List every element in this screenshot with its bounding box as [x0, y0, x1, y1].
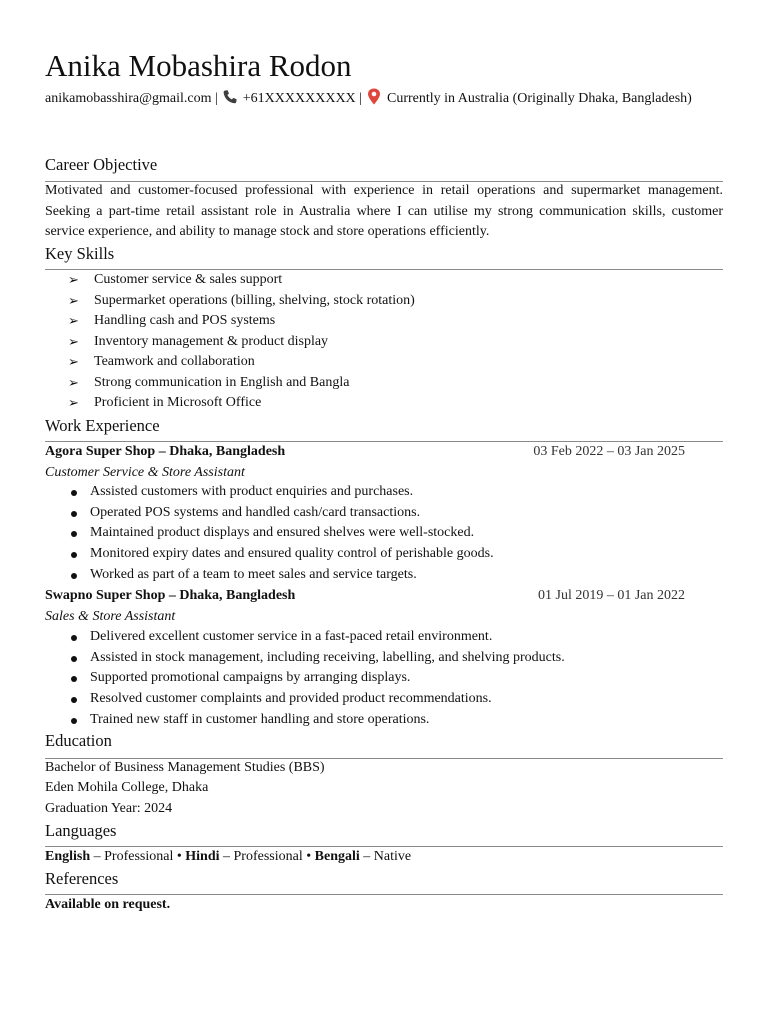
job-duties-list — [45, 627, 565, 730]
job-header — [45, 442, 685, 462]
arrow-bullet-icon: ➢ — [68, 333, 79, 349]
section-title-references: References — [45, 869, 119, 888]
skill-item — [45, 373, 415, 394]
bullet-dot-icon — [71, 635, 77, 641]
arrow-bullet-icon: ➢ — [68, 395, 79, 410]
languages-list — [45, 847, 411, 868]
skill-text: Inventory management & product display — [94, 333, 329, 349]
bullet-dot-icon — [71, 511, 77, 517]
language-dash: – — [219, 849, 234, 864]
bullet-dot-icon — [71, 573, 77, 579]
skill-item — [45, 270, 415, 291]
duty-text: Operated POS systems and handled cash/card transactions. — [90, 504, 421, 520]
section-title-career-objective: Career Objective — [45, 155, 158, 174]
duty-item — [45, 503, 494, 524]
language-dash: – — [359, 849, 374, 864]
section-title-education: Education — [45, 731, 112, 750]
bullet-dot-icon — [71, 697, 77, 703]
bullet-dot-icon — [71, 552, 77, 558]
arrow-bullet-icon: ➢ — [68, 354, 79, 369]
contact-separator: | — [214, 91, 218, 106]
email-link[interactable]: anikamobasshira@gmail.com — [45, 91, 212, 106]
language-name: Bengali — [314, 849, 360, 864]
duty-text: Worked as part of a team to meet sales and service targets. — [90, 566, 417, 582]
career-objective-text: Motivated and customer-focused professional with experience in retail operations and supermarket management. Seeking a part-time retail assistant role in Australia where I can utilise my strong communication skills, customer service experience, and ability to manage stock and store operations efficiently. — [45, 183, 723, 239]
map-pin-icon — [365, 88, 383, 109]
duty-item — [45, 544, 494, 565]
key-skills-list — [45, 270, 415, 414]
job-duties-list — [45, 482, 494, 585]
duty-item — [45, 482, 494, 503]
language-level: Professional — [104, 849, 174, 864]
education-graduation: Graduation Year: 2024 — [45, 801, 173, 816]
duty-item — [45, 627, 565, 648]
duty-text: Assisted customers with product enquiries and purchases. — [90, 484, 414, 499]
job-company: Agora Super Shop – Dhaka, Bangladesh — [45, 444, 286, 459]
arrow-bullet-icon: ➢ — [68, 313, 79, 328]
job-role: Sales & Store Assistant — [45, 609, 176, 624]
duty-item — [45, 648, 565, 669]
duty-text: Supported promotional campaigns by arranging displays. — [90, 670, 411, 686]
duty-text: Assisted in stock management, including receiving, labelling, and shelving products. — [90, 649, 565, 665]
duty-item — [45, 523, 494, 544]
skill-text: Customer service & sales support — [94, 272, 283, 287]
duty-item — [45, 668, 565, 689]
duty-item — [45, 565, 494, 586]
job-dates: 01 Jul 2019 – 01 Jan 2022 — [538, 588, 685, 603]
skill-text: Supermarket operations (billing, shelving, stock rotation) — [94, 292, 415, 308]
skill-text: Handling cash and POS systems — [94, 313, 276, 328]
candidate-name: Anika Mobashira Rodon — [45, 48, 352, 83]
duty-item — [45, 710, 565, 731]
job-role: Customer Service & Store Assistant — [45, 465, 245, 480]
duty-item — [45, 689, 565, 710]
section-title-languages: Languages — [45, 821, 117, 840]
language-name: Hindi — [185, 849, 220, 864]
education-degree: Bachelor of Business Management Studies (BBS) — [45, 760, 325, 775]
language-separator: • — [302, 849, 315, 864]
language-name: English — [45, 849, 91, 864]
skill-item — [45, 311, 415, 332]
skill-item — [45, 393, 415, 414]
skill-item — [45, 352, 415, 373]
phone-icon — [221, 88, 239, 109]
bullet-dot-icon — [71, 676, 77, 682]
phone-number[interactable]: +61XXXXXXXXX — [242, 91, 356, 106]
bullet-dot-icon — [71, 531, 77, 537]
references-text: Available on request. — [45, 897, 171, 912]
location-text: Currently in Australia (Originally Dhaka, Bangladesh) — [386, 91, 692, 106]
language-dash: – — [90, 849, 105, 864]
arrow-bullet-icon: ➢ — [68, 292, 79, 308]
section-title-work-experience: Work Experience — [45, 416, 160, 435]
job-dates: 03 Feb 2022 – 03 Jan 2025 — [533, 444, 685, 459]
language-level: Professional — [233, 849, 303, 864]
job-company: Swapno Super Shop – Dhaka, Bangladesh — [45, 588, 296, 603]
contact-line — [45, 88, 723, 109]
bullet-dot-icon — [71, 656, 77, 662]
skill-text: Proficient in Microsoft Office — [94, 395, 262, 410]
language-separator: • — [173, 849, 186, 864]
contact-separator: | — [359, 91, 362, 106]
duty-text: Trained new staff in customer handling and store operations. — [90, 711, 430, 727]
skill-text: Teamwork and collaboration — [94, 354, 255, 369]
language-level: Native — [373, 849, 412, 864]
skill-item — [45, 291, 415, 312]
duty-text: Delivered excellent customer service in a fast-paced retail environment. — [90, 629, 493, 644]
skill-text: Strong communication in English and Bangla — [94, 374, 350, 390]
education-institution: Eden Mohila College, Dhaka — [45, 780, 209, 795]
arrow-bullet-icon: ➢ — [68, 272, 79, 287]
section-title-key-skills: Key Skills — [45, 244, 115, 263]
bullet-dot-icon — [71, 718, 77, 724]
skill-item — [45, 332, 415, 353]
duty-text: Monitored expiry dates and ensured quality control of perishable goods. — [90, 546, 494, 562]
job-header — [45, 586, 685, 606]
bullet-dot-icon — [71, 490, 77, 496]
arrow-bullet-icon: ➢ — [68, 374, 79, 390]
duty-text: Resolved customer complaints and provided product recommendations. — [90, 691, 492, 707]
duty-text: Maintained product displays and ensured shelves were well-stocked. — [90, 525, 475, 541]
